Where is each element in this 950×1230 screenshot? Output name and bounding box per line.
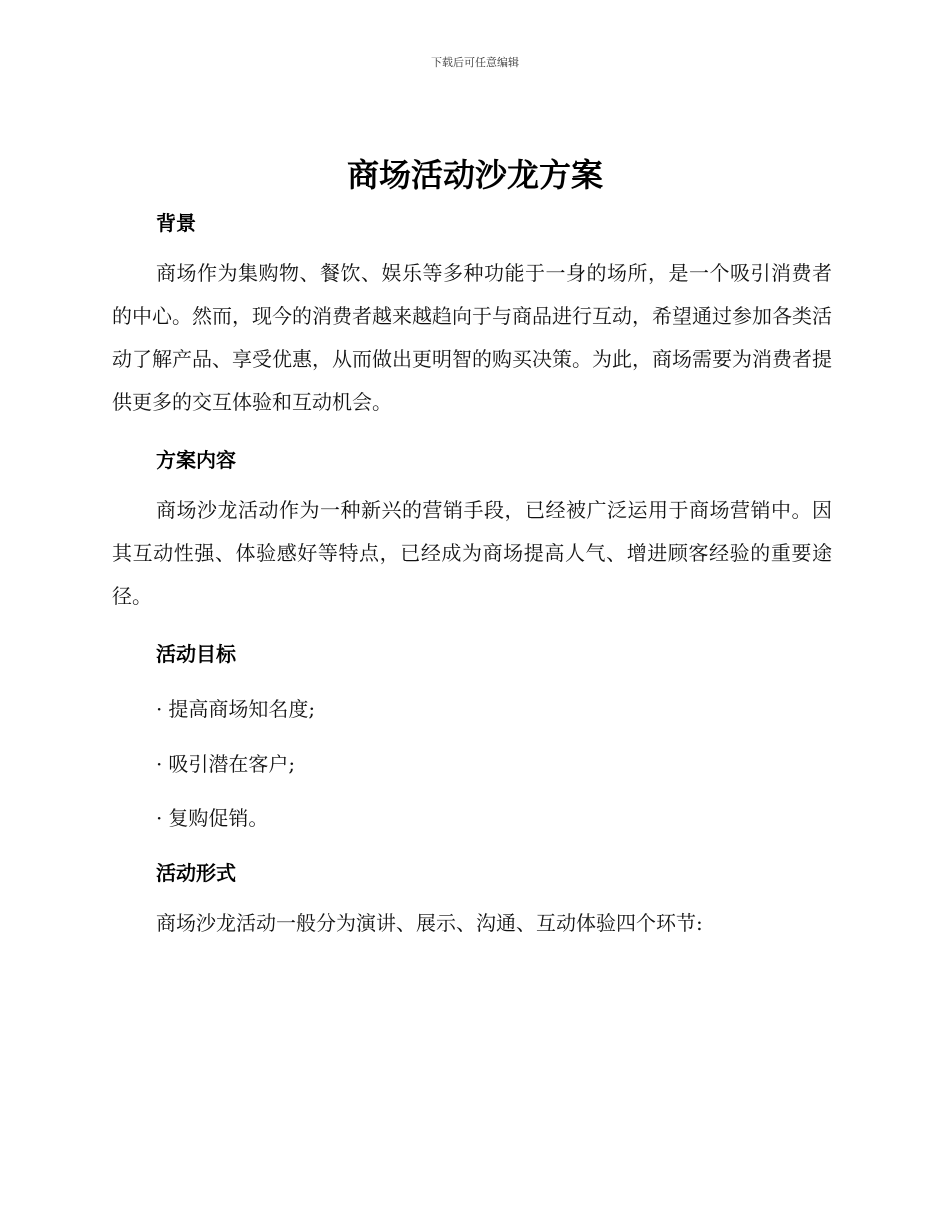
list-item xyxy=(156,802,268,831)
list-item-text: 吸引潜在客户; xyxy=(168,752,296,776)
bullet-marker: · xyxy=(156,752,163,776)
paragraph-background: 商场作为集购物、餐饮、娱乐等多种功能于一身的场所，是一个吸引消费者的中心。然而，现今的消费者越来越趋向于与商品进行互动，希望通过参加各类活动了解产品、享受优惠，从而做出更明智的购买决策。为此，商场需要为消费者提供更多的交互体验和互动机会。 xyxy=(112,261,832,414)
paragraph-format: 商场沙龙活动一般分为演讲、展示、沟通、互动体验四个环节: xyxy=(156,911,703,935)
list-item-text: 复购促销。 xyxy=(168,806,269,830)
bullet-marker: · xyxy=(156,806,163,830)
list-item xyxy=(156,693,315,722)
section-heading-format: 活动形式 xyxy=(156,861,236,885)
list-item-text: 提高商场知名度; xyxy=(168,697,316,721)
section-heading-background: 背景 xyxy=(156,211,196,235)
page-header-note: 下载后可任意编辑 xyxy=(431,56,519,69)
paragraph-content: 商场沙龙活动作为一种新兴的营销手段，已经被广泛运用于商场营销中。因其互动性强、体验感好等特点，已经成为商场提高人气、增进顾客经验的重要途径。 xyxy=(112,498,832,608)
list-item xyxy=(156,748,295,777)
document-title: 商场活动沙龙方案 xyxy=(346,156,603,194)
bullet-marker: · xyxy=(156,697,163,721)
section-heading-goals: 活动目标 xyxy=(156,642,236,666)
section-heading-content: 方案内容 xyxy=(156,448,236,472)
